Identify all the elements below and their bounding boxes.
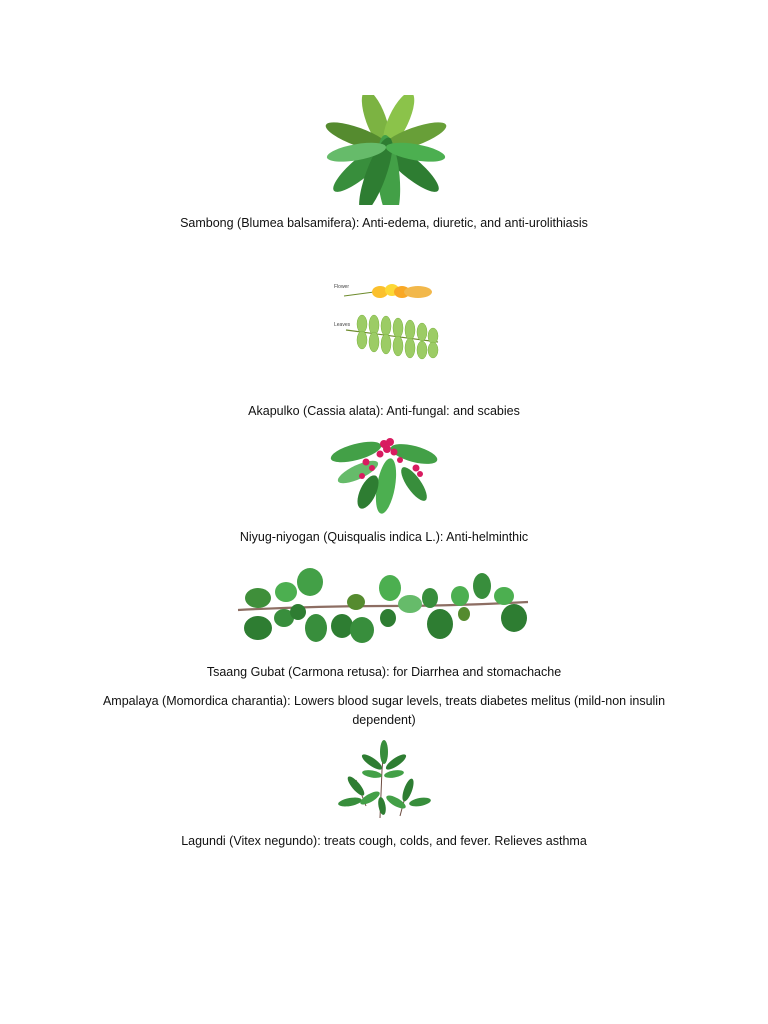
lagundi-caption: Lagundi (Vitex negundo): treats cough, colds, and fever. Relieves asthma — [181, 834, 587, 848]
sambong-leaves-image — [320, 95, 450, 205]
tsaang-gubat-branch-image — [234, 562, 532, 656]
sambong-caption: Sambong (Blumea balsamifera): Anti-edema, diuretic, and anti-urolithiasis — [180, 216, 588, 230]
leaves-label: Leaves — [334, 322, 351, 328]
akapulko-flower-and-leaves-image — [330, 278, 442, 364]
lagundi-leaves-image — [336, 740, 432, 822]
akapulko-caption: Akapulko (Cassia alata): Anti-fungal: and scabies — [248, 404, 520, 418]
niyug-niyogan-caption: Niyug-niyogan (Quisqualis indica L.): Anti-helminthic — [239, 530, 529, 544]
ampalaya-caption: Ampalaya (Momordica charantia): Lowers blood sugar levels, treats diabetes melitus (mild-non insulin dependent) — [102, 694, 666, 727]
niyug-niyogan-flowers-image — [328, 434, 440, 516]
flower-label: Flower — [334, 284, 350, 290]
tsaang-gubat-caption: Tsaang Gubat (Carmona retusa): for Diarrhea and stomachache — [206, 665, 562, 679]
